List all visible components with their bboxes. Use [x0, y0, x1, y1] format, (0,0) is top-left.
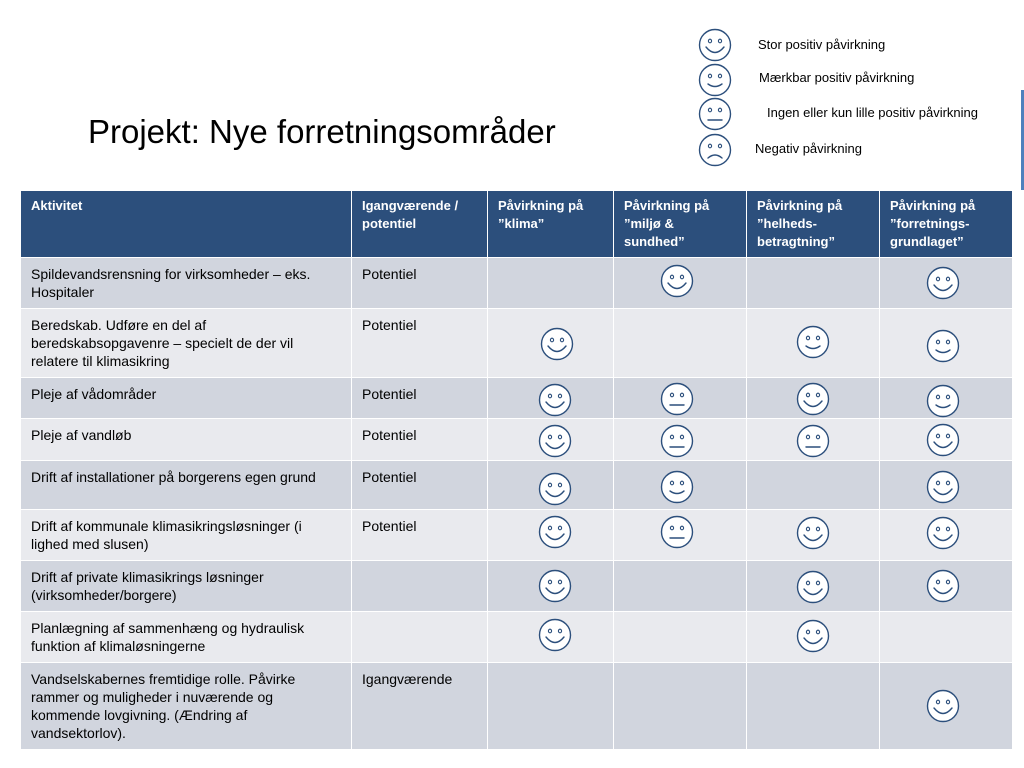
- activity-cell: Vandselskabernes fremtidige rolle. Påvirke rammer og muligheder i nuværende og kommende lovgivning. (Ændring af vandsektorlov).: [21, 663, 352, 750]
- table-row: [21, 419, 1013, 461]
- impact-cell: [614, 309, 747, 378]
- column-header: Påvirkning på ”miljø & sundhed”: [614, 191, 747, 258]
- impact-face: [538, 472, 572, 510]
- big-smile-face-icon: [796, 382, 830, 416]
- impact-face: [926, 516, 960, 554]
- column-header: Aktivitet: [21, 191, 352, 258]
- impact-face: [926, 569, 960, 607]
- impact-face: [926, 423, 960, 461]
- smile-face-icon: [660, 470, 694, 504]
- activity-cell: Pleje af vandløb: [21, 419, 352, 461]
- big-smile-face-icon: [926, 689, 960, 723]
- big-smile-face-icon: [926, 266, 960, 300]
- status-cell: Potentiel: [352, 461, 488, 510]
- neutral-face-icon: [698, 97, 732, 131]
- impact-face: [796, 570, 830, 608]
- legend-label: Stor positiv påvirkning: [758, 37, 886, 52]
- activity-cell: Beredskab. Udføre en del af beredskabsopgavenre – specielt de der vil relatere til klimasikring: [21, 309, 352, 378]
- impact-cell: [880, 510, 1013, 561]
- impact-face: [660, 264, 694, 302]
- impact-cell: [880, 258, 1013, 309]
- impact-cell: [488, 612, 614, 663]
- impact-cell: [880, 461, 1013, 510]
- big-smile-face-icon: [926, 516, 960, 550]
- status-cell: Potentiel: [352, 258, 488, 309]
- big-smile-face-icon: [926, 470, 960, 504]
- legend-face: [698, 28, 732, 67]
- impact-face: [926, 689, 960, 727]
- column-header: Påvirkning på ”klima”: [488, 191, 614, 258]
- big-smile-face-icon: [796, 570, 830, 604]
- activity-cell: Planlægning af sammenhæng og hydraulisk funktion af klimaløsningerne: [21, 612, 352, 663]
- big-smile-face-icon: [538, 515, 572, 549]
- impact-face: [538, 424, 572, 462]
- impact-cell: [880, 309, 1013, 378]
- page-title: Projekt: Nye forretningsområder: [88, 113, 556, 150]
- impact-face: [538, 618, 572, 656]
- table-row: [21, 510, 1013, 561]
- impact-face: [538, 515, 572, 553]
- status-cell: [352, 561, 488, 612]
- activity-cell: Drift af installationer på borgerens egen grund: [21, 461, 352, 510]
- impact-face: [926, 384, 960, 422]
- impact-face: [796, 516, 830, 554]
- impact-cell: [747, 663, 880, 750]
- impact-face: [926, 266, 960, 304]
- impact-cell: [614, 612, 747, 663]
- column-header: Påvirkning på ”helheds-betragtning”: [747, 191, 880, 258]
- column-header: Påvirkning på ”forretnings-grundlaget”: [880, 191, 1013, 258]
- impact-cell: [880, 561, 1013, 612]
- table-row: [21, 309, 1013, 378]
- impact-cell: [614, 510, 747, 561]
- impact-table: [20, 190, 1013, 750]
- big-smile-face-icon: [660, 264, 694, 298]
- impact-cell: [614, 663, 747, 750]
- impact-face: [660, 470, 694, 508]
- impact-face: [538, 383, 572, 421]
- neutral-face-icon: [660, 424, 694, 458]
- big-smile-face-icon: [796, 619, 830, 653]
- impact-cell: [614, 561, 747, 612]
- legend-face: [698, 133, 732, 172]
- impact-cell: [880, 419, 1013, 461]
- legend-label: Mærkbar positiv påvirkning: [759, 70, 915, 85]
- impact-cell: [747, 258, 880, 309]
- table-row: [21, 258, 1013, 309]
- impact-cell: [747, 612, 880, 663]
- table-header-row: [21, 191, 1013, 258]
- impact-face: [796, 619, 830, 657]
- impact-cell: [488, 378, 614, 419]
- impact-face: [540, 327, 574, 365]
- impact-cell: [747, 378, 880, 419]
- smile-face-icon: [926, 384, 960, 418]
- status-cell: Potentiel: [352, 510, 488, 561]
- impact-cell: [488, 419, 614, 461]
- status-cell: Potentiel: [352, 378, 488, 419]
- impact-cell: [488, 663, 614, 750]
- smile-face-icon: [796, 325, 830, 359]
- activity-cell: Spildevandsrensning for virksomheder – eks. Hospitaler: [21, 258, 352, 309]
- table-row: [21, 461, 1013, 510]
- legend-label: Negativ påvirkning: [755, 141, 862, 156]
- neutral-face-icon: [660, 382, 694, 416]
- big-smile-face-icon: [540, 327, 574, 361]
- impact-cell: [747, 309, 880, 378]
- big-smile-face-icon: [538, 424, 572, 458]
- legend-label: Ingen eller kun lille positiv påvirkning: [767, 105, 979, 120]
- impact-face: [660, 515, 694, 553]
- impact-cell: [747, 561, 880, 612]
- status-cell: Potentiel: [352, 419, 488, 461]
- status-cell: Igangværende: [352, 663, 488, 750]
- big-smile-face-icon: [538, 383, 572, 417]
- impact-face: [660, 424, 694, 462]
- big-smile-face-icon: [926, 569, 960, 603]
- impact-cell: [488, 510, 614, 561]
- impact-cell: [747, 419, 880, 461]
- impact-face: [926, 329, 960, 367]
- impact-face: [796, 325, 830, 363]
- impact-face: [796, 424, 830, 462]
- big-smile-face-icon: [796, 516, 830, 550]
- impact-face: [796, 382, 830, 420]
- impact-cell: [747, 510, 880, 561]
- activity-cell: Drift af private klimasikrings løsninger (virksomheder/borgere): [21, 561, 352, 612]
- activity-cell: Drift af kommunale klimasikringsløsninger (i lighed med slusen): [21, 510, 352, 561]
- table-row: [21, 663, 1013, 750]
- legend-face: [698, 97, 732, 136]
- activity-cell: Pleje af vådområder: [21, 378, 352, 419]
- table-row: [21, 561, 1013, 612]
- smile-face-icon: [698, 63, 732, 97]
- impact-cell: [880, 612, 1013, 663]
- impact-cell: [880, 378, 1013, 419]
- status-cell: Potentiel: [352, 309, 488, 378]
- impact-cell: [747, 461, 880, 510]
- impact-face: [538, 569, 572, 607]
- big-smile-face-icon: [926, 423, 960, 457]
- table-row: [21, 378, 1013, 419]
- neutral-face-icon: [660, 515, 694, 549]
- status-cell: [352, 612, 488, 663]
- big-smile-face-icon: [538, 569, 572, 603]
- impact-cell: [614, 258, 747, 309]
- impact-cell: [488, 461, 614, 510]
- big-smile-face-icon: [538, 472, 572, 506]
- impact-cell: [614, 419, 747, 461]
- big-smile-face-icon: [538, 618, 572, 652]
- neutral-face-icon: [796, 424, 830, 458]
- impact-cell: [614, 378, 747, 419]
- impact-cell: [488, 258, 614, 309]
- impact-face: [926, 470, 960, 508]
- impact-cell: [488, 561, 614, 612]
- impact-cell: [880, 663, 1013, 750]
- smile-face-icon: [926, 329, 960, 363]
- table-row: [21, 612, 1013, 663]
- frown-face-icon: [698, 133, 732, 167]
- big-smile-face-icon: [698, 28, 732, 62]
- impact-cell: [488, 309, 614, 378]
- impact-cell: [614, 461, 747, 510]
- column-header: Igangværende / potentiel: [352, 191, 488, 258]
- impact-face: [660, 382, 694, 420]
